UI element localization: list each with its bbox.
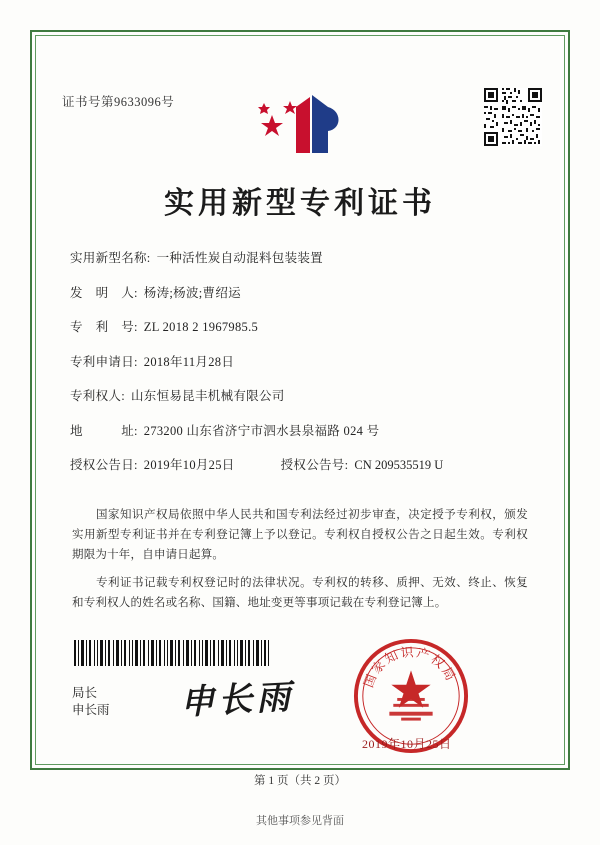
field-row-patentee [70, 386, 530, 404]
field-row-grant-announcement [70, 455, 530, 473]
field-row-invention-name [70, 248, 530, 266]
field-label: 实用新型名称: [70, 251, 151, 265]
field-label: 发 明 人: [70, 285, 138, 300]
field-row-inventors [70, 283, 530, 301]
corner-ornament-bottom-left [30, 754, 46, 770]
page-title: 实用新型专利证书 [164, 187, 436, 220]
field-value: 273200 山东省济宁市泗水县泉福路 024 号 [143, 423, 380, 438]
cnipa-logo-icon [250, 85, 350, 165]
field-value: 杨涛;杨波;曹绍运 [143, 285, 241, 300]
legal-paragraph-1: 国家知识产权局依照中华人民共和国专利法经过初步审查，决定授予专利权，颁发实用新型专利证书并在专利登记簿上予以登记。专利权自授权公告之日起生效。专利权期限为十年，自申请日起算。 [72, 509, 528, 561]
field-value: 山东恒易昆丰机械有限公司 [130, 389, 285, 403]
field-row-application-date [70, 352, 530, 370]
corner-ornament-top-left [30, 30, 46, 46]
corner-ornament-bottom-right [554, 754, 570, 770]
seal-date: 2019年10月25日 [362, 737, 452, 751]
footnote: 其他事项参见背面 [256, 815, 344, 827]
corner-ornament-top-right [554, 30, 570, 46]
field-value: 一种活性炭自动混料包装装置 [156, 251, 323, 265]
field-label-grant-number: 授权公告号: [280, 458, 349, 472]
signature-block [72, 685, 110, 719]
signature-name: 申长雨 [72, 703, 110, 717]
field-value-grant-number: CN 209535519 U [354, 458, 444, 472]
field-label: 地 址: [70, 423, 138, 438]
handwritten-signature: 申长雨 [179, 679, 296, 722]
field-label: 专利权人: [70, 389, 125, 403]
field-value-grant-date: 2019年10月25日 [143, 458, 235, 472]
legal-text-block [72, 505, 528, 621]
svg-text:国家知识产权局: 国家知识产权局 [361, 645, 459, 690]
certificate-number: 证书号第9633096号 [62, 95, 175, 109]
legal-paragraph-2: 专利证书记载专利权登记时的法律状况。专利权的转移、质押、无效、终止、恢复和专利权人的姓名或名称、国籍、地址变更等事项记载在专利登记簿上。 [72, 577, 528, 609]
field-value: 2018年11月28日 [143, 354, 235, 369]
field-label: 专 利 号: [70, 320, 138, 334]
field-label: 专利申请日: [70, 354, 138, 369]
qr-code-icon [484, 88, 542, 146]
field-row-patent-number [70, 317, 530, 335]
field-row-address [70, 421, 530, 439]
certificate-fields [70, 248, 530, 490]
signature-role: 局长 [72, 686, 98, 700]
field-value: ZL 2018 2 1967985.5 [143, 320, 259, 334]
barcode-icon [72, 640, 272, 666]
field-label-grant-date: 授权公告日: [70, 458, 138, 472]
page-number: 第 1 页（共 2 页） [254, 775, 346, 787]
